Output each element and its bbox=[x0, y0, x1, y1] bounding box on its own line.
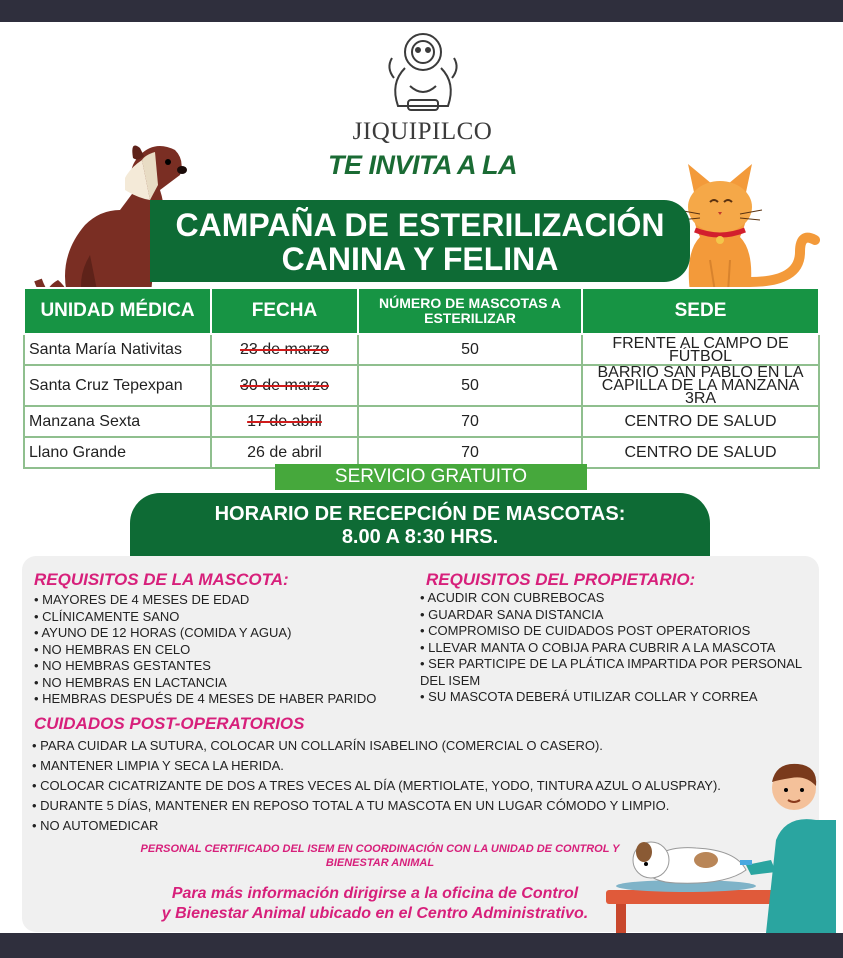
cell-sede: BARRIO SAN PABLO EN LA CAPILLA DE LA MANZANA 3RA bbox=[582, 365, 819, 406]
cell-numero: 50 bbox=[358, 365, 582, 406]
list-item: • GUARDAR SANA DISTANCIA bbox=[420, 607, 810, 624]
header-numero: NÚMERO DE MASCOTAS A ESTERILIZAR bbox=[358, 288, 582, 334]
cell-sede: CENTRO DE SALUD bbox=[582, 437, 819, 468]
campaign-title-line1: CAMPAÑA DE ESTERILIZACIÓN bbox=[175, 207, 665, 243]
list-item: • NO AUTOMEDICAR bbox=[32, 816, 752, 836]
campaign-title-band bbox=[150, 200, 690, 282]
free-service-badge: SERVICIO GRATUITO bbox=[275, 464, 587, 490]
cell-fecha bbox=[211, 365, 358, 406]
list-item: • MAYORES DE 4 MESES DE EDAD bbox=[34, 592, 394, 609]
table-row bbox=[24, 406, 819, 437]
campaign-title-line2: CANINA Y FELINA bbox=[281, 241, 559, 277]
cell-unidad: Santa María Nativitas bbox=[24, 334, 211, 365]
veterinarian-with-dog-icon bbox=[606, 760, 836, 933]
reception-hours-title: HORARIO DE RECEPCIÓN DE MASCOTAS: bbox=[214, 503, 626, 525]
list-item: • HEMBRAS DESPUÉS DE 4 MESES DE HABER PARIDO bbox=[34, 691, 394, 708]
list-item: • COMPROMISO DE CUIDADOS POST OPERATORIOS bbox=[420, 623, 810, 640]
active-date: 26 de abril bbox=[247, 443, 322, 461]
owner-requirements-title: REQUISITOS DEL PROPIETARIO: bbox=[426, 570, 696, 589]
list-item: • NO HEMBRAS EN LACTANCIA bbox=[34, 675, 394, 692]
bottom-bar bbox=[0, 933, 843, 958]
schedule-table bbox=[23, 287, 820, 469]
cancelled-date: 30 de marzo bbox=[240, 376, 329, 394]
invite-heading: TE INVITA A LA bbox=[328, 150, 517, 180]
orange-cat-icon bbox=[670, 152, 820, 297]
more-info-line2: y Bienestar Animal ubicado en el Centro Administrativo. bbox=[161, 905, 589, 922]
cancelled-date: 23 de marzo bbox=[240, 340, 329, 358]
cell-sede: FRENTE AL CAMPO DE FÚTBOL bbox=[582, 334, 819, 365]
cell-fecha bbox=[211, 334, 358, 365]
reception-hours-banner bbox=[130, 493, 710, 557]
more-info-line1: Para más información dirigirse a la oficina de Control bbox=[171, 885, 579, 902]
cell-fecha bbox=[211, 406, 358, 437]
table-row bbox=[24, 365, 819, 406]
table-row bbox=[24, 334, 819, 365]
pet-requirements-list bbox=[34, 592, 394, 708]
header-unidad: UNIDAD MÉDICA bbox=[24, 288, 211, 334]
list-item: • PARA CUIDAR LA SUTURA, COLOCAR UN COLLARÍN ISABELINO (COMERCIAL O CASERO). bbox=[32, 736, 752, 756]
cell-unidad: Llano Grande bbox=[24, 437, 211, 468]
post-op-care-title: CUIDADOS POST-OPERATORIOS bbox=[34, 714, 305, 733]
list-item: • NO HEMBRAS EN CELO bbox=[34, 642, 394, 659]
cell-numero: 70 bbox=[358, 437, 582, 468]
list-item: • CLÍNICAMENTE SANO bbox=[34, 609, 394, 626]
pet-requirements-title: REQUISITOS DE LA MASCOTA: bbox=[34, 570, 289, 589]
header-fecha: FECHA bbox=[211, 288, 358, 334]
certified-staff-note: PERSONAL CERTIFICADO DEL ISEM EN COORDINACIÓN CON LA UNIDAD DE CONTROL Y BIENESTAR ANIMAL bbox=[140, 843, 620, 869]
logo-text: JIQUIPILCO bbox=[352, 118, 493, 145]
list-item: • ACUDIR CON CUBREBOCAS bbox=[420, 590, 810, 607]
owner-requirements-list bbox=[420, 590, 810, 706]
jiquipilco-logo-icon bbox=[380, 28, 466, 120]
list-item: • LLEVAR MANTA O COBIJA PARA CUBRIR A LA MASCOTA bbox=[420, 640, 810, 657]
reception-hours-time: 8.00 A 8:30 HRS. bbox=[341, 526, 499, 548]
list-item: • DURANTE 5 DÍAS, MANTENER EN REPOSO TOTAL A TU MASCOTA EN UN LUGAR CÓMODO Y LIMPIO. bbox=[32, 796, 752, 816]
list-item: • NO HEMBRAS GESTANTES bbox=[34, 658, 394, 675]
top-bar bbox=[0, 0, 843, 22]
list-item: • AYUNO DE 12 HORAS (COMIDA Y AGUA) bbox=[34, 625, 394, 642]
table-header-row bbox=[24, 288, 819, 334]
list-item: • SER PARTICIPE DE LA PLÁTICA IMPARTIDA POR PERSONAL DEL ISEM bbox=[420, 656, 810, 689]
list-item: • SU MASCOTA DEBERÁ UTILIZAR COLLAR Y CORREA bbox=[420, 689, 810, 706]
cell-numero: 50 bbox=[358, 334, 582, 365]
list-item: • COLOCAR CICATRIZANTE DE DOS A TRES VECES AL DÍA (MERTIOLATE, YODO, TINTURA AZUL O ALUSPRAY). bbox=[32, 776, 752, 796]
cell-numero: 70 bbox=[358, 406, 582, 437]
cell-unidad: Santa Cruz Tepexpan bbox=[24, 365, 211, 406]
list-item: • MANTENER LIMPIA Y SECA LA HERIDA. bbox=[32, 756, 752, 776]
cancelled-date: 17 de abril bbox=[247, 412, 322, 430]
cell-unidad: Manzana Sexta bbox=[24, 406, 211, 437]
cell-sede: CENTRO DE SALUD bbox=[582, 406, 819, 437]
more-info-note bbox=[110, 884, 640, 924]
header-sede: SEDE bbox=[582, 288, 819, 334]
